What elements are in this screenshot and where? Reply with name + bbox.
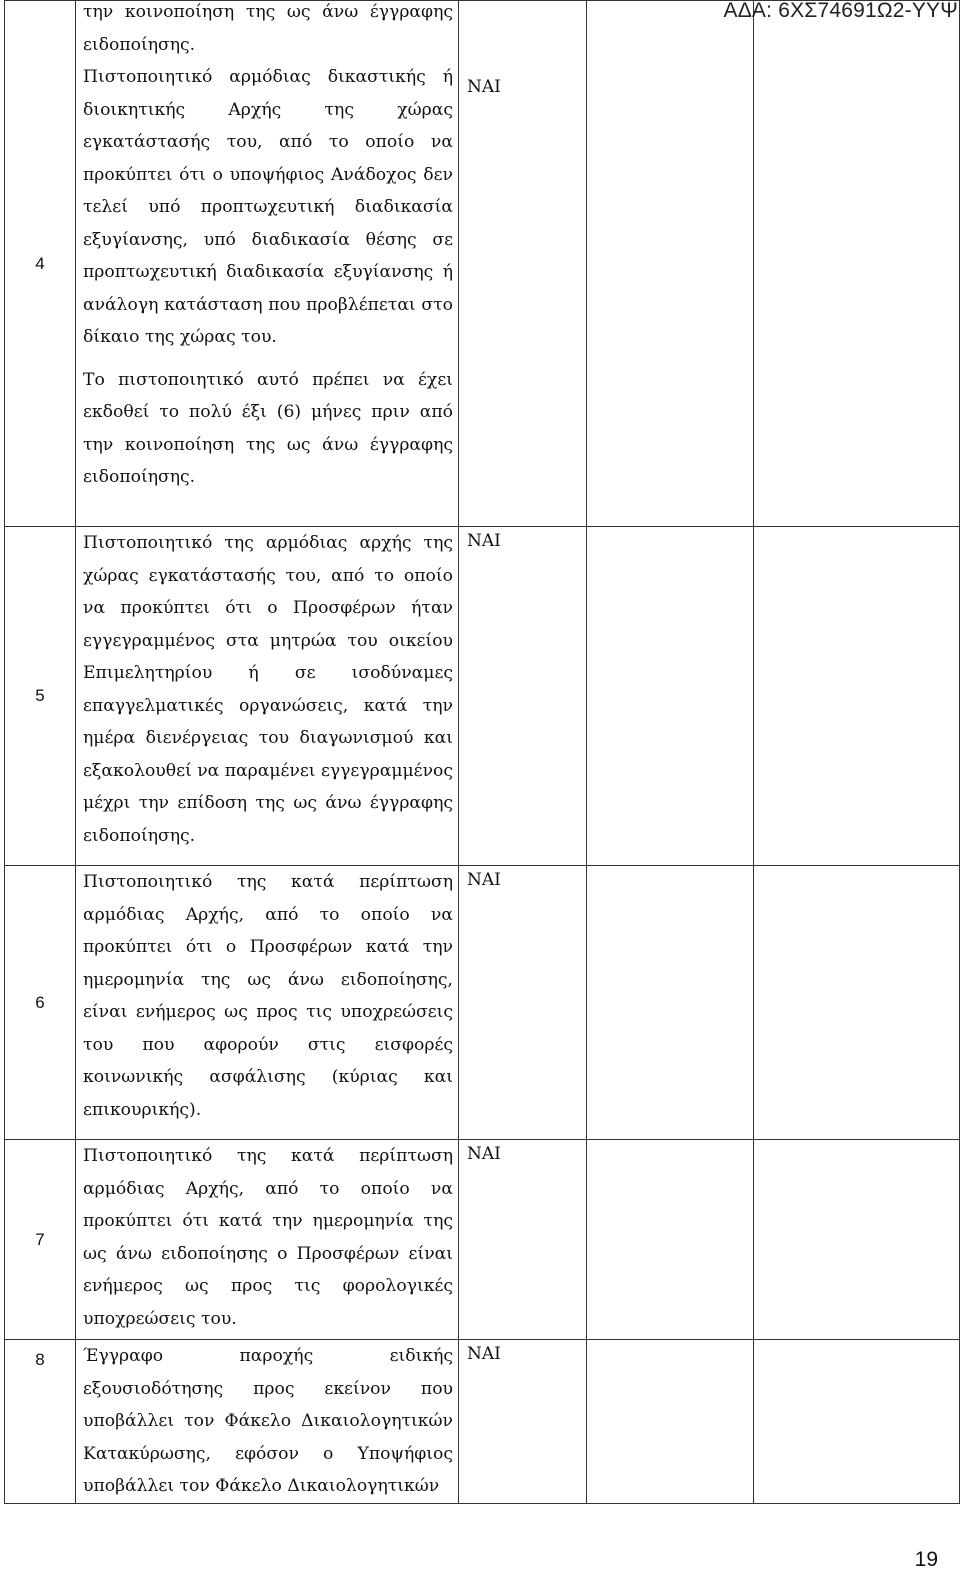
answer-cell — [459, 1, 587, 527]
answer-yes: ΝΑΙ — [467, 1344, 501, 1364]
empty-cell — [587, 866, 754, 1140]
document-description — [76, 866, 459, 1140]
table-row — [5, 1140, 960, 1340]
empty-cell — [754, 527, 960, 866]
table-row — [5, 527, 960, 866]
page-number: 19 — [914, 1548, 938, 1571]
answer-yes: ΝΑΙ — [467, 531, 501, 551]
table-row — [5, 1, 960, 527]
description-paragraph: Το πιστοποιητικό αυτό πρέπει να έχει εκδοθεί το πολύ έξι (6) μήνες πριν από την κοινοποίηση της ως άνω έγγραφης ειδοποίησης. — [83, 369, 453, 487]
empty-cell — [754, 866, 960, 1140]
answer-cell — [459, 527, 587, 866]
documents-table — [4, 0, 960, 1504]
row-number: 7 — [5, 1140, 76, 1340]
table-row — [5, 866, 960, 1140]
table-row — [5, 1340, 960, 1504]
description-paragraph: την κοινοποίηση της ως άνω έγγραφης ειδοποίησης. — [83, 2, 453, 55]
empty-cell — [587, 1140, 754, 1340]
row-number: 6 — [5, 866, 76, 1140]
description-paragraph: Πιστοποιητικό της αρμόδιας αρχής της χώρας εγκατάστασής του, από το οποίο να προκύπτει ότι ο Προσφέρων ήταν εγγεγραμμένος στα μητρώα του οικείου Επιμελητηρίου ή σε ισοδύναμες επαγγελματικές οργανώσεις, κατά την ημέρα διενέργειας του διαγωνισμού και εξακολουθεί να παραμένει εγγεγραμμένος μέχρι την επίδοση της ως άνω έγγραφης ειδοποίησης. — [83, 533, 453, 846]
empty-cell — [587, 1, 754, 527]
description-paragraph: Πιστοποιητικό της κατά περίπτωση αρμόδιας Αρχής, από το οποίο να προκύπτει ότι κατά την ημερομηνία της ως άνω ειδοποίησης ο Προσφέρων είναι ενήμερος ως προς τις φορολογικές υποχρεώσεις του. — [83, 1146, 453, 1329]
empty-cell — [754, 1, 960, 527]
row-number: 4 — [5, 1, 76, 527]
empty-cell — [754, 1140, 960, 1340]
description-paragraph: Πιστοποιητικό αρμόδιας δικαστικής ή διοικητικής Αρχής της χώρας εγκατάστασής του, από το οποίο να προκύπτει ότι ο υποψήφιος Ανάδοχος δεν τελεί υπό προπτωχευτική διαδικασία εξυγίανσης, υπό διαδικασία θέσης σε προπτωχευτική διαδικασία εξυγίανσης ή ανάλογη κατάσταση που προβλέπεται στο δίκαιο της χώρας του. — [83, 67, 453, 347]
document-description — [76, 1340, 459, 1504]
description-paragraph: Πιστοποιητικό της κατά περίπτωση αρμόδιας Αρχής, από το οποίο να προκύπτει ότι ο Προσφέρων κατά την ημερομηνία της ως άνω ειδοποίησης, είναι ενήμερος ως προς τις υποχρεώσεις του που αφορούν στις εισφορές κοινωνικής ασφάλισης (κύριας και επικουρικής). — [83, 872, 453, 1120]
ada-code: ΑΔΑ: 6ΧΣ74691Ω2-ΥΥΨ — [723, 0, 958, 22]
answer-yes: ΝΑΙ — [467, 1144, 501, 1164]
row-number: 5 — [5, 527, 76, 866]
empty-cell — [587, 1340, 754, 1504]
empty-cell — [754, 1340, 960, 1504]
document-description — [76, 1140, 459, 1340]
answer-yes: ΝΑΙ — [467, 870, 501, 890]
answer-yes: ΝΑΙ — [467, 77, 501, 97]
answer-cell — [459, 866, 587, 1140]
answer-cell — [459, 1140, 587, 1340]
document-description — [76, 1, 459, 527]
row-number: 8 — [5, 1340, 76, 1504]
description-paragraph: Έγγραφο παροχής ειδικής εξουσιοδότησης προς εκείνον που υποβάλλει τον Φάκελο Δικαιολογητικών Κατακύρωσης, εφόσον ο Υποψήφιος υποβάλλει τον Φάκελο Δικαιολογητικών — [83, 1346, 453, 1496]
answer-cell — [459, 1340, 587, 1504]
document-description — [76, 527, 459, 866]
empty-cell — [587, 527, 754, 866]
